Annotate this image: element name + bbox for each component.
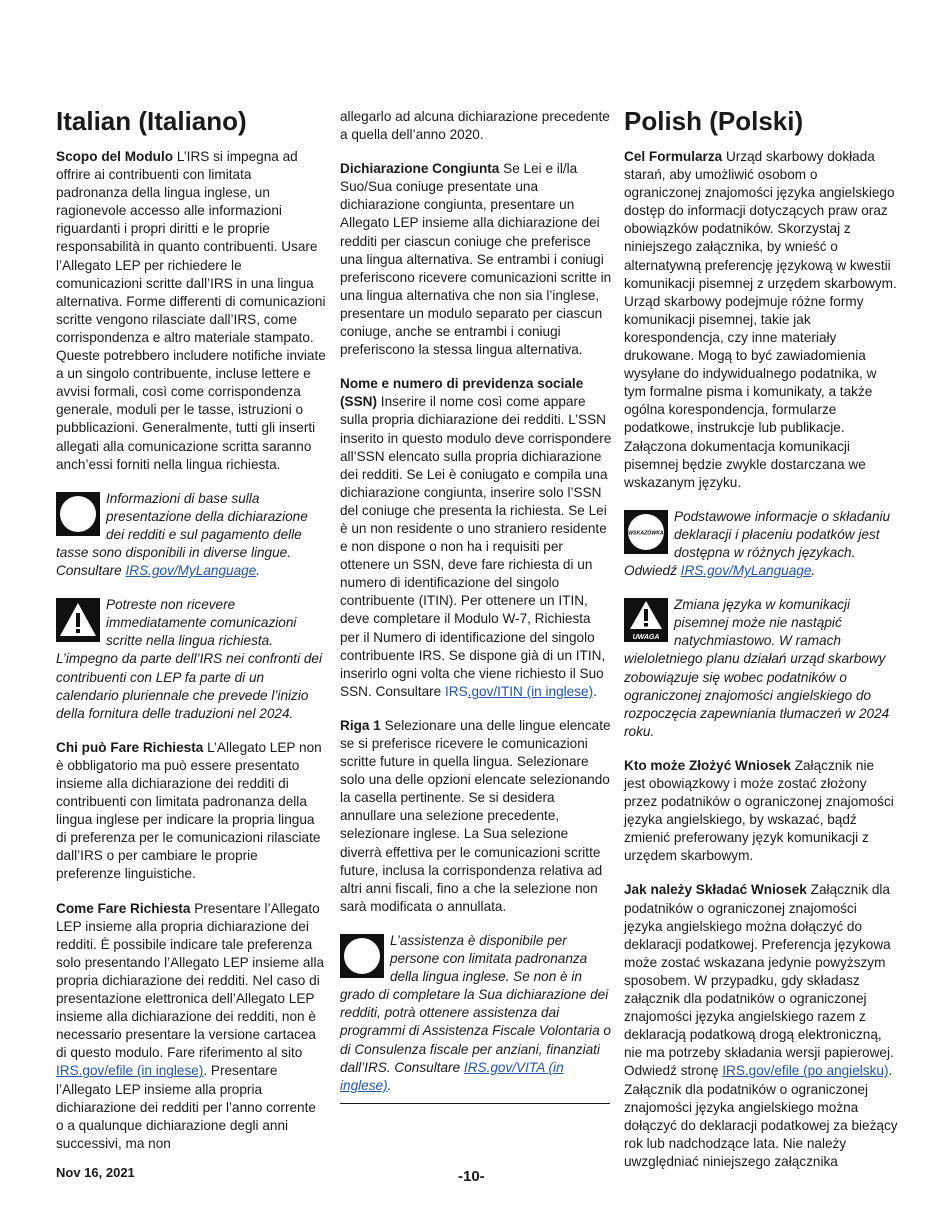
riga-paragraph: Riga 1 Selezionare una delle lingue elencate se si preferisce ricevere le comunicazioni scritte future in quella lingua. Selezionare solo una delle opzioni elencate selezionando la casella pertinente. Se si desidera annullare una selezione precedente, selezionare inglese. La Sua selezione diverrà effettiva per le comunicazioni scritte future, inclusa la corrispondenza relativa ad altri anni fiscali, fino a che la selezione non sarà modificata o annullata. [340,717,611,914]
mylanguage-link-pl[interactable]: IRS.gov/MyLanguage [680,563,812,579]
info-circle-icon [56,492,100,536]
caution-note: UWAGA Zmiana języka w komunikacji pisemnej może nie nastąpić natychmiastowo. W ramach wieloletniego planu działań urząd skarbowy zobowiązuje się wobec podatników o ograniczonej znajomości angielskiego do rozpoczęcia zapewniania tłumaczeń w 2024 roku. [624,597,890,739]
efile-link-it[interactable]: IRS.gov/efile (in inglese) [56,1063,204,1079]
come-paragraph: Come Fare Richiesta Presentare l’Allegato LEP insieme alla propria dichiarazione dei redditi. È possibile indicare tale preferenza solo presentando l’Allegato LEP insieme alla propria dichiarazione dei redditi. Nel caso di presentazione elettronica dell’Allegato LEP insieme alla dichiarazione dei redditi, non è necessario presentare la versione cartacea di questo modulo. Fare riferimento al sito IRS.gov/efile (in inglese). Presentare l’Allegato LEP insieme alla propria dichiarazione dei redditi per l’anno corrente o a qualunque dichiarazione degli anni successivi, ma non [56,900,325,1151]
polish-heading: Polish (Polski) [624,106,804,136]
jak-paragraph: Jak należy Składać Wniosek Załącznik dla podatników o ograniczonej znajomości języka angielskiego można dołączyć do deklaracji podatkowej. Preferencja językowa może zostać wskazana jedynie powyższym sposobem. W przypadku, gdy składasz załącznik dla podatników o ograniczonej znajomości języka angielskiego razem z deklaracją podatkową drogą elektroniczną, nie ma potrzeby składania wersji papierowej. Odwiedź stronę IRS.gov/efile (po angielsku). Załącznik dla podatników o ograniczonej znajomości języka angielskiego można dołączyć do deklaracji podatkowej za bieżący rok lub nadchodzące lata. Nie należy uwzględniać niniejszego załącznika [624,882,898,1169]
mylanguage-link[interactable]: IRS.gov/MyLanguage [125,563,257,579]
warning-triangle-icon [56,598,100,642]
footer-date: Nov 16, 2021 [56,1165,135,1180]
warning-note: Potreste non ricevere immediatamente comunicazioni scritte nella lingua richiesta. L’impegno da parte dell’IRS nei confronti dei contribuenti con LEP fa parte di un calendario pluriennale che prevede l’inizio della fornitura delle traduzioni nel 2024. [56,597,323,721]
caution-triangle-icon [624,598,668,642]
scopo-paragraph: Scopo del Modulo L’IRS si impegna ad offrire ai contribuenti con limitata padronanza della lingua inglese, un ragionevole accesso alle informazioni riguardanti i propri diritti e le proprie responsabilità in quanto contribuenti. Usare l’Allegato LEP per richiedere le comunicazioni scritte dall’IRS in una lingua alternativa. Forme differenti di comunicazioni scritte vengono rilasciate dall’IRS, come corrispondenza e altro materiale stampato. Queste potrebbero includere notifiche inviate a un singolo contribuente, incluse lettere e avvisi formali, così come corrispondenza generale, moduli per le tasse, istruzioni o pubblicazioni. Generalmente, tutti gli inserti allegati alla comunicazione scritta saranno anch’essi forniti nella lingua richiesta. [56,149,326,472]
italian-heading: Italian (Italiano) [56,106,247,136]
column-end-rule [340,1103,610,1104]
vita-link[interactable]: IRS.gov/VITA (in inglese) [340,1059,564,1093]
italian-column [56,106,326,1169]
polish-column [624,106,898,1187]
come-paragraph-continued: allegarlo ad alcuna dichiarazione precedente a quella dell’anno 2020. [340,109,610,143]
ssn-paragraph: Nome e numero di previdenza sociale (SSN) Inserire il nome così come appare sulla propria dichiarazione dei redditi. L’SSN inserito in questo modulo deve corrispondere all’SSN elencato sulla propria dichiarazione dei redditi. Se Lei è coniugato e compila una dichiarazione congiunta, inserire solo l’SSN del coniuge che presenta la richiesta. Se Lei è un non residente o uno straniero residente e non dispone o non ha i requisiti per ottenere un SSN, deve fare richiesta di un numero di identificazione del singolo contribuente (ITIN). Per ottenere un ITIN, deve completare il Modulo W-7, Richiesta per il Numero di identificazione del singolo contribuente IRS. Se dispone già di un ITIN, inserirlo ogni volta che viene richiesto il Suo SSN. Consultare IRS.gov/ITIN (in inglese). [340,376,612,699]
itin-link[interactable]: .gov/ITIN (in inglese) [467,683,594,699]
chi-paragraph: Chi può Fare Richiesta L’Allegato LEP non è obbligatorio ma può essere presentato insieme alla dichiarazione dei redditi di contribuenti con limitata padronanza della lingua inglese per indicare la propria lingua di preferenza per le comunicazioni rilasciate dall’IRS o per cambiare le proprie preferenze linguistiche. [56,739,322,882]
tip-badge-label: WSKAZÓWKA [628,530,664,537]
itin-link-prefix[interactable]: IRS [445,683,468,699]
page-number: -10- [458,1168,485,1185]
caution-badge-label: UWAGA [632,634,660,642]
assist-note: L’assistenza è disponibile per persone con limitata padronanza della lingua inglese. Se non è in grado di completare la Sua dichiarazione dei redditi, potrà ottenere assistenza dai programmi di Assistenza Fiscale Volontaria o di Consulenza fiscale per anziani, finanziati dall’IRS. Consultare IRS.gov/VITA (in inglese). [340,932,611,1093]
italian-column-continued [340,108,612,1104]
kto-paragraph: Kto może Złożyć Wniosek Załącznik nie jest obowiązkowy i może zostać złożony przez podatników o ograniczonej znajomości języka angielskiego, by wskazać, bądź zmienić preferowany język komunikacji z urzędem skarbowym. [624,757,894,864]
efile-link-pl[interactable]: IRS.gov/efile (po angielsku) [722,1063,889,1079]
congiunta-paragraph: Dichiarazione Congiunta Se Lei e il/la Suo/Sua coniuge presentate una dichiarazione congiunta, presentare un Allegato LEP insieme alla dichiarazione dei redditi per ciascun coniuge che preferisce una lingua alternativa. Se entrambi i coniugi preferiscono ricevere comunicazioni scritte in una lingua alternativa che non sia l’inglese, presentare un modulo separato per ciascun coniuge, anche se entrambi i coniugi preferiscono la stessa lingua alternativa. [340,161,612,358]
info-circle-icon [340,934,384,978]
tip-badge-icon [624,510,668,554]
cel-paragraph: Cel Formularza Urząd skarbowy dokłada starań, aby umożliwić osobom o ograniczonej znajomości języka angielskiego dostęp do informacji dotyczących praw oraz obowiązków podatników. Skorzystaj z niniejszego załącznika, by wnieść o alternatywną preferencję językową w kwestii komunikacji pisemnej z urzędem skarbowym. Urząd skarbowy podejmuje różne formy komunikacji pisemnej, takie jak korespondencja, czy inne materiały drukowane. Mogą to być zawiadomienia wysyłane do indywidualnego podatnika, w tym formalne pisma i komunikaty, a także ogólna korespondencja, formularze podatkowe, instrukcje lub publikacje. Załączona dokumentacja komunikacji pisemnej będzie zwykle dostarczana we wskazanym języku. [624,149,897,490]
tip-note: WSKAZÓWKA Podstawowe informacje o składaniu deklaracji i płaceniu podatków jest dostępna w różnych językach. Odwiedź IRS.gov/MyLanguage. [624,508,891,579]
info-note: Informazioni di base sulla presentazione della dichiarazione dei redditi e sul pagamento delle tasse sono disponibili in diverse lingue. Consultare IRS.gov/MyLanguage. [56,490,308,579]
